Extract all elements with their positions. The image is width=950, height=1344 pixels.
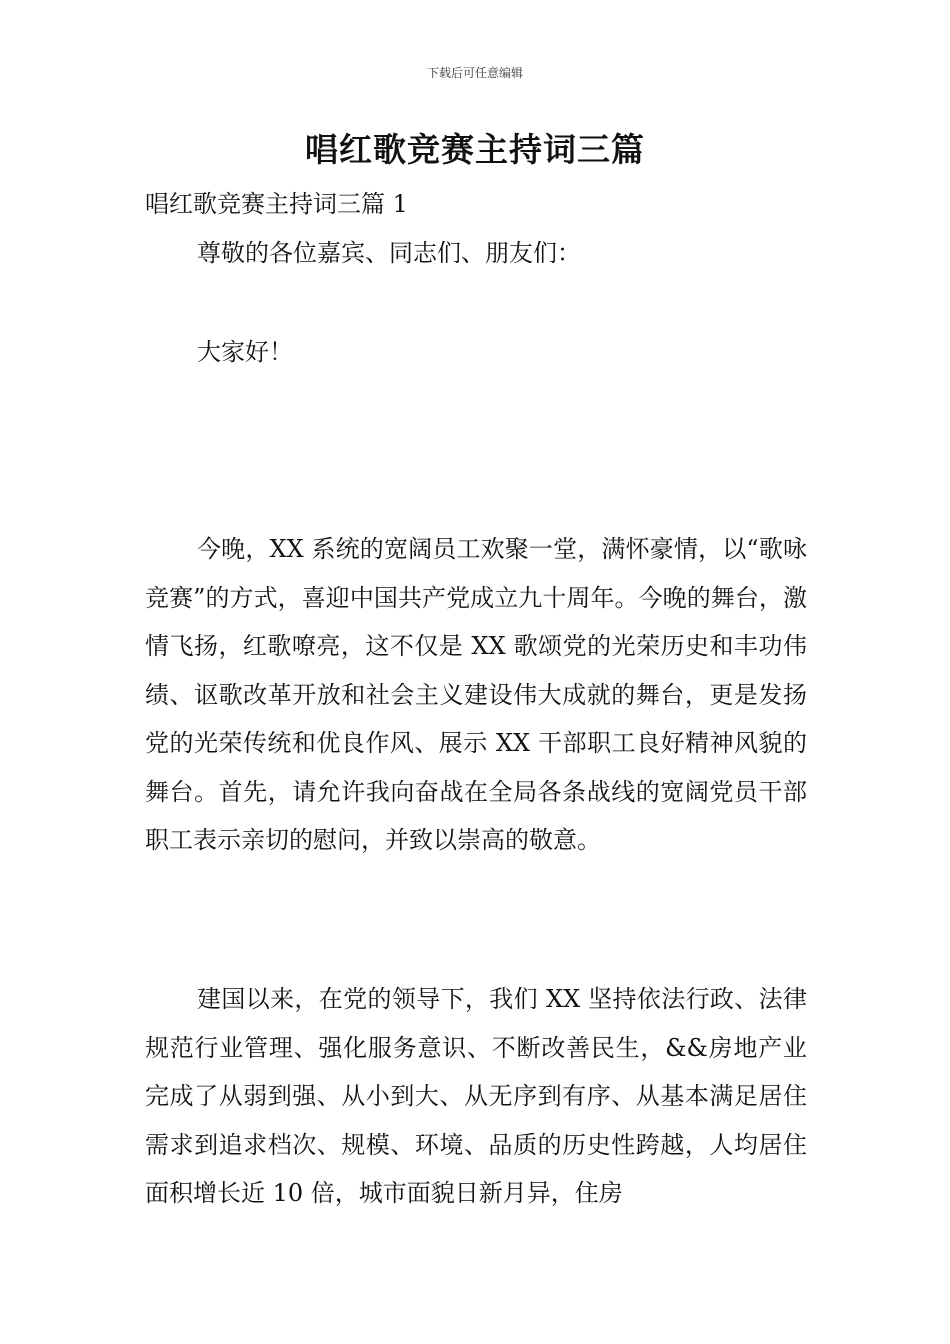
section-heading: 唱红歌竞赛主持词三篇 1 <box>145 190 408 218</box>
header-note: 下载后可任意编辑 <box>426 66 523 80</box>
since-founding-paragraph: 建国以来，在党的领导下，我们 XX 坚持依法行政、法律规范行业管理、强化服务意识、不断改善民生，&&房地产业完成了从弱到强、从小到大、从无序到有序、从基本满足居住需求到追求档次、规模、环境、品质的历史性跨越，人均居住面积增长近 10 倍，城市面貌日新月异，住房 <box>145 985 807 1207</box>
tonight-paragraph: 今晚，XX 系统的宽阔员工欢聚一堂，满怀豪情，以“歌咏竞赛”的方式，喜迎中国共产党成立九十周年。今晚的舞台，激情飞扬，红歌嘹亮，这不仅是 XX 歌颂党的光荣历史和丰功伟绩、讴歌改革开放和社会主义建设伟大成就的舞台，更是发扬党的光荣传统和优良作风、展示 XX 干部职工良好精神风貌的舞台。首先，请允许我向奋战在全局各条战线的宽阔党员干部职工表示亲切的慰问，并致以崇高的敬意。 <box>145 535 807 854</box>
document-title: 唱红歌竞赛主持词三篇 <box>305 130 645 169</box>
greeting-paragraph: 尊敬的各位嘉宾、同志们、朋友们： <box>197 239 581 267</box>
hello-paragraph: 大家好！ <box>197 338 293 366</box>
